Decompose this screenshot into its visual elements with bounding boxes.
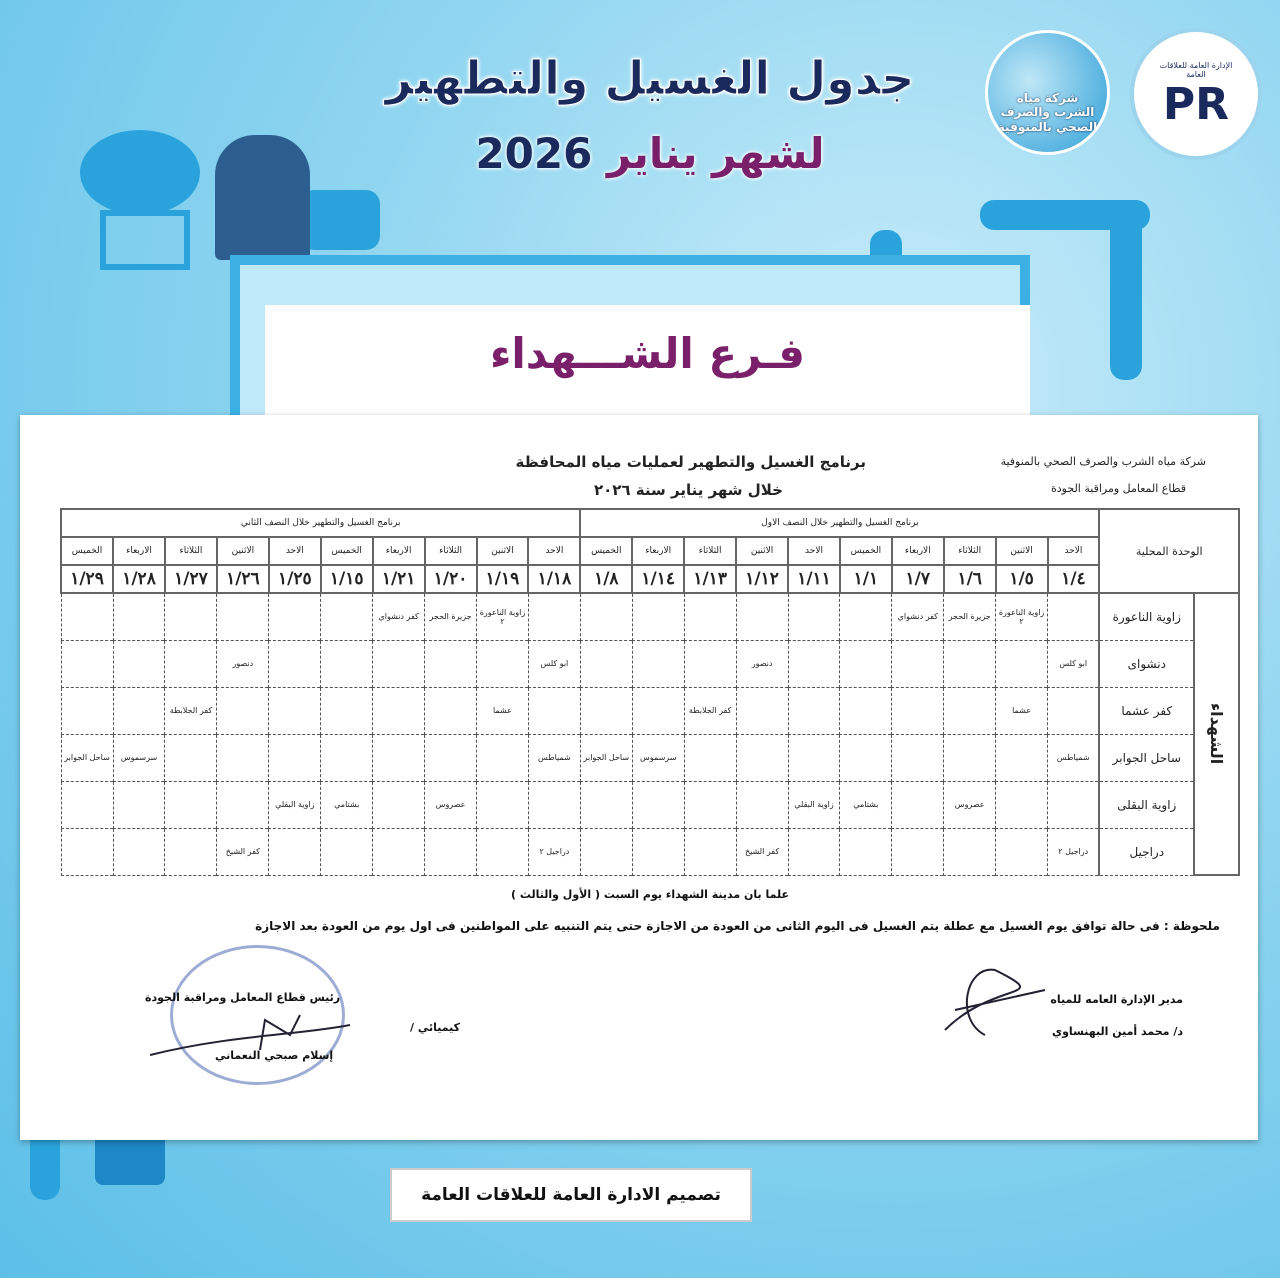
schedule-cell xyxy=(632,828,684,875)
schedule-cell xyxy=(373,828,425,875)
schedule-cell: عشما xyxy=(477,687,529,734)
schedule-cell: جزيرة الحجر xyxy=(944,593,996,640)
schedule-cell xyxy=(61,781,113,828)
first-half-title: برنامج الغسيل والتطهير خلال النصف الاول xyxy=(580,509,1099,537)
poster-subtitle xyxy=(420,130,880,178)
table-row xyxy=(61,593,1239,640)
schedule-cell: سرسموس xyxy=(113,734,165,781)
day-header: الخميس xyxy=(61,537,113,565)
schedule-cell xyxy=(580,640,632,687)
schedule-cell xyxy=(477,828,529,875)
schedule-cell: شمياطس xyxy=(1048,734,1100,781)
table-row xyxy=(61,828,1239,875)
schedule-cell xyxy=(788,734,840,781)
schedule-cell xyxy=(165,781,217,828)
schedule-cell xyxy=(269,593,321,640)
schedule-cell xyxy=(892,828,944,875)
schedule-cell xyxy=(217,593,269,640)
schedule-cell xyxy=(892,734,944,781)
schedule-cell xyxy=(61,828,113,875)
schedule-cell xyxy=(632,640,684,687)
tank-stand xyxy=(100,210,190,270)
schedule-cell xyxy=(684,781,736,828)
schedule-cell xyxy=(788,828,840,875)
schedule-cell xyxy=(736,781,788,828)
day-header: الاحد xyxy=(269,537,321,565)
schedule-cell xyxy=(1048,781,1100,828)
schedule-cell xyxy=(113,640,165,687)
unit-header: الوحدة المحلية xyxy=(1099,509,1239,593)
date-header: ١/١٢ xyxy=(736,565,788,593)
schedule-cell xyxy=(684,593,736,640)
date-header: ١/١٤ xyxy=(632,565,684,593)
design-credit: تصميم الادارة العامة للعلاقات العامة xyxy=(390,1168,752,1222)
schedule-cell: كفر الجلابطة xyxy=(684,687,736,734)
date-header: ١/١١ xyxy=(788,565,840,593)
schedule-cell xyxy=(269,687,321,734)
schedule-cell xyxy=(996,734,1048,781)
day-header: الاحد xyxy=(788,537,840,565)
left-signatory-prefix: كيميائي / xyxy=(410,1021,460,1034)
schedule-cell xyxy=(736,734,788,781)
schedule-cell xyxy=(373,734,425,781)
schedule-cell: عصروس xyxy=(425,781,477,828)
schedule-cell xyxy=(580,687,632,734)
right-signatory-title: مدير الإدارة العامه للمياه xyxy=(1050,993,1183,1006)
schedule-cell xyxy=(788,640,840,687)
schedule-cell xyxy=(321,828,373,875)
schedule-cell xyxy=(944,734,996,781)
unit-name: دنشواى xyxy=(1099,640,1194,687)
schedule-cell xyxy=(217,781,269,828)
schedule-cell: زاوية الناعورة ٢ xyxy=(477,593,529,640)
schedule-cell: دنصور xyxy=(736,640,788,687)
signature-right xyxy=(935,960,1055,1045)
schedule-cell: جزيرة الحجر xyxy=(425,593,477,640)
pipe-decoration xyxy=(300,190,380,250)
signature-left xyxy=(150,1005,350,1065)
schedule-cell xyxy=(632,593,684,640)
date-header: ١/٨ xyxy=(580,565,632,593)
schedule-cell xyxy=(321,640,373,687)
date-header: ١/٢١ xyxy=(373,565,425,593)
schedule-cell xyxy=(632,781,684,828)
schedule-cell xyxy=(892,687,944,734)
unit-name: زاوية الناعورة xyxy=(1099,593,1194,640)
schedule-cell xyxy=(528,593,580,640)
schedule-cell xyxy=(840,687,892,734)
left-signatory-title: رئيس قطاع المعامل ومراقبة الجودة xyxy=(145,991,341,1004)
schedule-cell xyxy=(269,828,321,875)
schedule-table xyxy=(60,508,1240,876)
schedule-cell xyxy=(269,640,321,687)
day-header: الاربعاء xyxy=(892,537,944,565)
schedule-cell xyxy=(373,687,425,734)
schedule-cell xyxy=(113,781,165,828)
pr-logo-caption: الإدارة العامة للعلاقات العامة xyxy=(1159,60,1233,79)
day-header: الاثنين xyxy=(736,537,788,565)
schedule-cell: ابو كلس xyxy=(1048,640,1100,687)
schedule-cell xyxy=(425,640,477,687)
schedule-cell xyxy=(684,734,736,781)
day-header: الاثنين xyxy=(217,537,269,565)
water-tank-icon xyxy=(80,130,200,215)
schedule-cell xyxy=(996,781,1048,828)
day-header: الخميس xyxy=(580,537,632,565)
worker-icon xyxy=(215,135,310,260)
table-row xyxy=(61,640,1239,687)
right-signatory-name: د/ محمد أمين البهنساوي xyxy=(1052,1025,1183,1038)
unit-name: زاوية البقلى xyxy=(1099,781,1194,828)
doc-subheading: خلال شهر يناير سنة ٢٠٢٦ xyxy=(593,481,783,499)
schedule-cell: ساحل الجوابر xyxy=(61,734,113,781)
schedule-cell xyxy=(996,640,1048,687)
day-header: الاربعاء xyxy=(113,537,165,565)
schedule-cell: بشتامي xyxy=(321,781,373,828)
holiday-note: ملحوظة : فى حالة توافق يوم الغسيل مع عطلة يتم الغسيل فى اليوم الثانى من العودة من الاجازة حتى يتم التنبيه على المواطنين فى اول يوم من العودة بعد الاجازة xyxy=(255,919,1220,934)
schedule-cell xyxy=(477,640,529,687)
schedule-cell xyxy=(477,781,529,828)
schedule-cell: بشتامي xyxy=(840,781,892,828)
schedule-cell: كفر الشيخ xyxy=(217,828,269,875)
schedule-cell xyxy=(269,734,321,781)
day-header: الاربعاء xyxy=(373,537,425,565)
pr-logo xyxy=(1130,28,1262,160)
schedule-cell: كفر دنشواي xyxy=(892,593,944,640)
left-signatory-name: إسلام صبحي النعماني xyxy=(215,1049,334,1062)
day-header: الاحد xyxy=(1048,537,1100,565)
schedule-cell xyxy=(321,734,373,781)
date-header: ١/٧ xyxy=(892,565,944,593)
date-header: ١/٦ xyxy=(944,565,996,593)
schedule-cell: ساحل الجوابر xyxy=(580,734,632,781)
schedule-cell xyxy=(373,781,425,828)
date-header: ١/٢٥ xyxy=(269,565,321,593)
date-header: ١/١٣ xyxy=(684,565,736,593)
schedule-cell xyxy=(996,828,1048,875)
schedule-document xyxy=(20,415,1258,1140)
day-header: الثلاثاء xyxy=(165,537,217,565)
schedule-cell xyxy=(321,593,373,640)
date-header: ١/٢٠ xyxy=(425,565,477,593)
schedule-cell xyxy=(736,593,788,640)
schedule-cell xyxy=(840,828,892,875)
day-header: الثلاثاء xyxy=(425,537,477,565)
schedule-cell xyxy=(321,687,373,734)
schedule-cell xyxy=(632,687,684,734)
month-label: لشهر يناير xyxy=(606,129,825,178)
schedule-cell: كفر الجلابطة xyxy=(165,687,217,734)
date-header: ١/١٩ xyxy=(477,565,529,593)
schedule-cell xyxy=(217,687,269,734)
doc-sector: قطاع المعامل ومراقبة الجودة xyxy=(1051,482,1186,495)
schedule-cell: دنصور xyxy=(217,640,269,687)
table-header-row xyxy=(61,509,1239,537)
schedule-cell xyxy=(61,593,113,640)
dates-row xyxy=(61,565,1239,593)
company-logo xyxy=(985,30,1110,155)
table-row xyxy=(61,734,1239,781)
schedule-cell xyxy=(373,640,425,687)
schedule-cell xyxy=(165,640,217,687)
schedule-cell: عشما xyxy=(996,687,1048,734)
day-header: الخميس xyxy=(840,537,892,565)
date-header: ١/١٥ xyxy=(321,565,373,593)
schedule-cell xyxy=(840,593,892,640)
poster-title: جدول الغسيل والتطهير xyxy=(385,51,915,105)
saturday-note: علما بان مدينة الشهداء يوم السبت ( الأول والثالث ) xyxy=(510,888,790,901)
doc-company: شركة مياه الشرب والصرف الصحي بالمنوفية xyxy=(1000,455,1206,468)
table-and-notes xyxy=(60,508,1240,935)
schedule-cell xyxy=(892,781,944,828)
schedule-cell: كفر دنشواي xyxy=(373,593,425,640)
date-header: ١/٢٧ xyxy=(165,565,217,593)
date-header: ١/١ xyxy=(840,565,892,593)
schedule-cell xyxy=(528,781,580,828)
schedule-cell: كفر الشيخ xyxy=(736,828,788,875)
unit-name: كفر عشما xyxy=(1099,687,1194,734)
schedule-cell: سرسموس xyxy=(632,734,684,781)
days-row xyxy=(61,537,1239,565)
schedule-cell xyxy=(892,640,944,687)
date-header: ١/٥ xyxy=(996,565,1048,593)
schedule-cell: دراجيل ٢ xyxy=(1048,828,1100,875)
schedule-cell xyxy=(61,687,113,734)
day-header: الاثنين xyxy=(996,537,1048,565)
year-label: 2026 xyxy=(475,129,593,178)
table-row xyxy=(61,687,1239,734)
date-header: ١/٢٦ xyxy=(217,565,269,593)
schedule-cell xyxy=(944,828,996,875)
schedule-cell xyxy=(113,687,165,734)
schedule-cell xyxy=(477,734,529,781)
schedule-cell xyxy=(113,828,165,875)
schedule-cell xyxy=(425,734,477,781)
schedule-cell xyxy=(1048,593,1100,640)
side-label: الشهداء xyxy=(1194,593,1239,875)
schedule-cell xyxy=(580,828,632,875)
schedule-cell xyxy=(684,828,736,875)
schedule-cell xyxy=(165,828,217,875)
unit-name: دراجيل xyxy=(1099,828,1194,875)
schedule-cell xyxy=(425,828,477,875)
unit-name: ساحل الجوابر xyxy=(1099,734,1194,781)
schedule-cell xyxy=(580,781,632,828)
day-header: الخميس xyxy=(321,537,373,565)
schedule-cell xyxy=(165,734,217,781)
day-header: الاثنين xyxy=(477,537,529,565)
day-header: الثلاثاء xyxy=(684,537,736,565)
schedule-cell xyxy=(580,593,632,640)
day-header: الاربعاء xyxy=(632,537,684,565)
pr-logo-text: PR xyxy=(1162,79,1230,131)
schedule-cell xyxy=(217,734,269,781)
schedule-cell xyxy=(165,593,217,640)
schedule-cell xyxy=(736,687,788,734)
date-header: ١/١٨ xyxy=(528,565,580,593)
pipe-decoration xyxy=(1110,200,1142,380)
schedule-cell xyxy=(788,687,840,734)
doc-heading: برنامج الغسيل والتطهير لعمليات مياه المحافظة xyxy=(515,453,866,471)
schedule-cell xyxy=(944,640,996,687)
date-header: ١/٢٨ xyxy=(113,565,165,593)
date-header: ١/٢٩ xyxy=(61,565,113,593)
schedule-cell: زاوية البقلي xyxy=(788,781,840,828)
schedule-cell xyxy=(840,734,892,781)
schedule-cell: زاوية الناعورة ٢ xyxy=(996,593,1048,640)
schedule-cell xyxy=(61,640,113,687)
day-header: الاحد xyxy=(528,537,580,565)
day-header: الثلاثاء xyxy=(944,537,996,565)
table-row xyxy=(61,781,1239,828)
schedule-cell xyxy=(788,593,840,640)
schedule-cell xyxy=(1048,687,1100,734)
date-header: ١/٤ xyxy=(1048,565,1100,593)
schedule-cell xyxy=(528,687,580,734)
branch-title: فـرع الشـــهداء xyxy=(489,329,806,378)
schedule-cell: عصروس xyxy=(944,781,996,828)
schedule-cell xyxy=(840,640,892,687)
schedule-cell: ابو كلس xyxy=(528,640,580,687)
company-logo-text: شركة مياه الشرب والصرف الصحي بالمنوفية xyxy=(997,90,1098,134)
schedule-cell xyxy=(425,687,477,734)
schedule-cell xyxy=(684,640,736,687)
schedule-cell xyxy=(944,687,996,734)
schedule-cell xyxy=(113,593,165,640)
schedule-cell: زاوية البقلي xyxy=(269,781,321,828)
schedule-cell: شمياطس xyxy=(528,734,580,781)
schedule-cell: دراجيل ٢ xyxy=(528,828,580,875)
second-half-title: برنامج الغسيل والتطهير خلال النصف الثاني xyxy=(61,509,580,537)
